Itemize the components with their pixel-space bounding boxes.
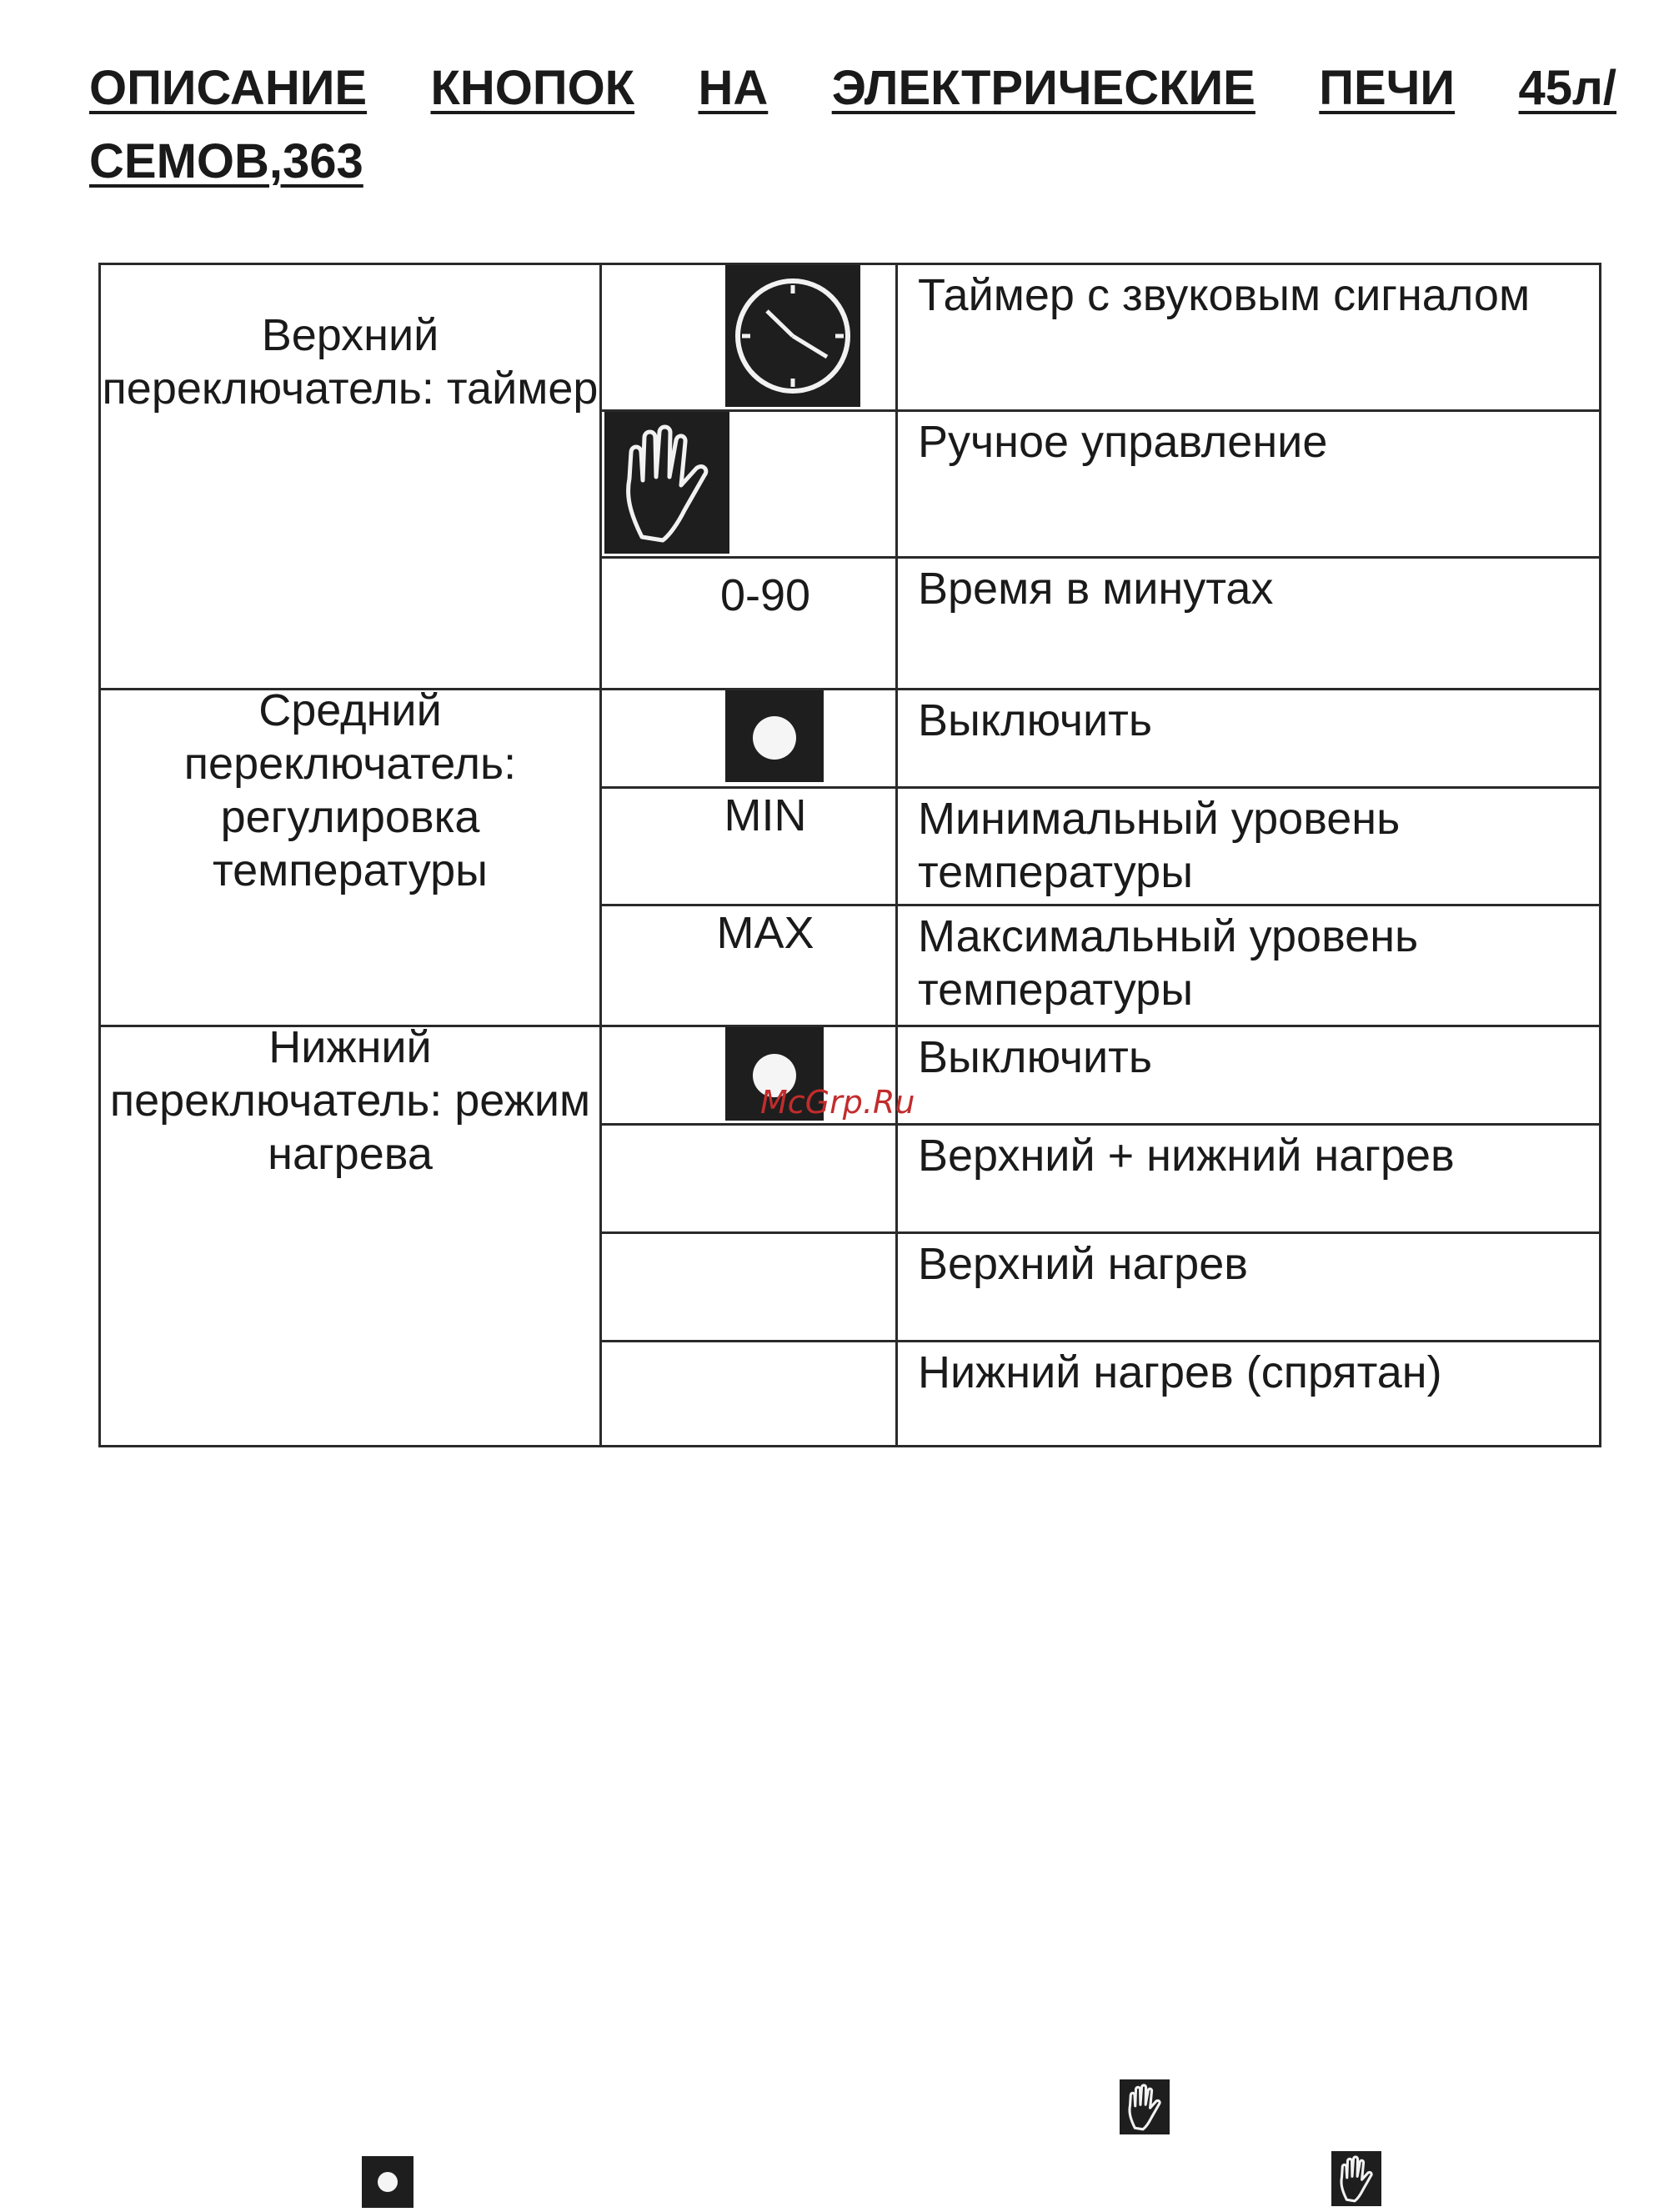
off-dot-icon	[725, 690, 824, 782]
clock-icon	[725, 265, 860, 407]
description-cell: Максимальный уровень температуры	[897, 905, 1601, 1026]
description-cell: Таймер с звуковым сигналом	[897, 264, 1601, 411]
title-word: НА	[698, 61, 769, 115]
off-dot-icon	[362, 2156, 413, 2208]
title-word: 45л/	[1518, 61, 1616, 115]
description-cell: Минимальный уровень температуры	[897, 788, 1601, 905]
buttons-table	[98, 263, 1601, 1447]
description-cell: Верхний нагрев	[897, 1233, 1601, 1342]
table-row	[100, 264, 1601, 411]
hand-icon	[604, 412, 729, 554]
hand-icon	[1331, 2151, 1381, 2206]
symbol-cell	[601, 905, 897, 1026]
symbol-text: MIN	[724, 790, 807, 840]
description-cell: Выключить	[897, 1026, 1601, 1125]
symbol-cell	[601, 1125, 897, 1233]
group-label-timer: Верхний переключатель: таймер	[100, 264, 601, 690]
table-row	[100, 690, 1601, 788]
description-cell: Верхний + нижний нагрев	[897, 1125, 1601, 1233]
page-title	[89, 52, 1616, 198]
title-word: ПЕЧИ	[1319, 61, 1456, 115]
description-cell: Нижний нагрев (спрятан)	[897, 1342, 1601, 1447]
symbol-cell	[601, 788, 897, 905]
description-cell: Выключить	[897, 690, 1601, 788]
symbol-cell	[601, 1233, 897, 1342]
title-word: ОПИСАНИЕ	[89, 61, 368, 115]
symbol-cell	[601, 411, 897, 558]
group-label-heating-mode: Нижний переключатель: режим нагрева	[100, 1026, 601, 1447]
description-cell: Ручное управление	[897, 411, 1601, 558]
symbol-cell	[601, 1342, 897, 1447]
watermark: McGrp.Ru	[760, 1084, 915, 1121]
symbol-cell	[601, 264, 897, 411]
title-word: КНОПОК	[430, 61, 635, 115]
hand-icon	[1120, 2079, 1170, 2134]
group-label-temperature: Средний переключатель: регулировка температуры	[100, 690, 601, 1026]
title-line-2: СЕМОВ,363	[89, 134, 363, 188]
symbol-cell	[601, 690, 897, 788]
symbol-text: MAX	[716, 908, 814, 958]
title-word: ЭЛЕКТРИЧЕСКИЕ	[831, 61, 1255, 115]
description-cell: Время в минутах	[897, 558, 1601, 690]
symbol-text: 0-90	[719, 570, 811, 620]
title-line-1	[89, 52, 1616, 125]
symbol-cell	[601, 558, 897, 690]
